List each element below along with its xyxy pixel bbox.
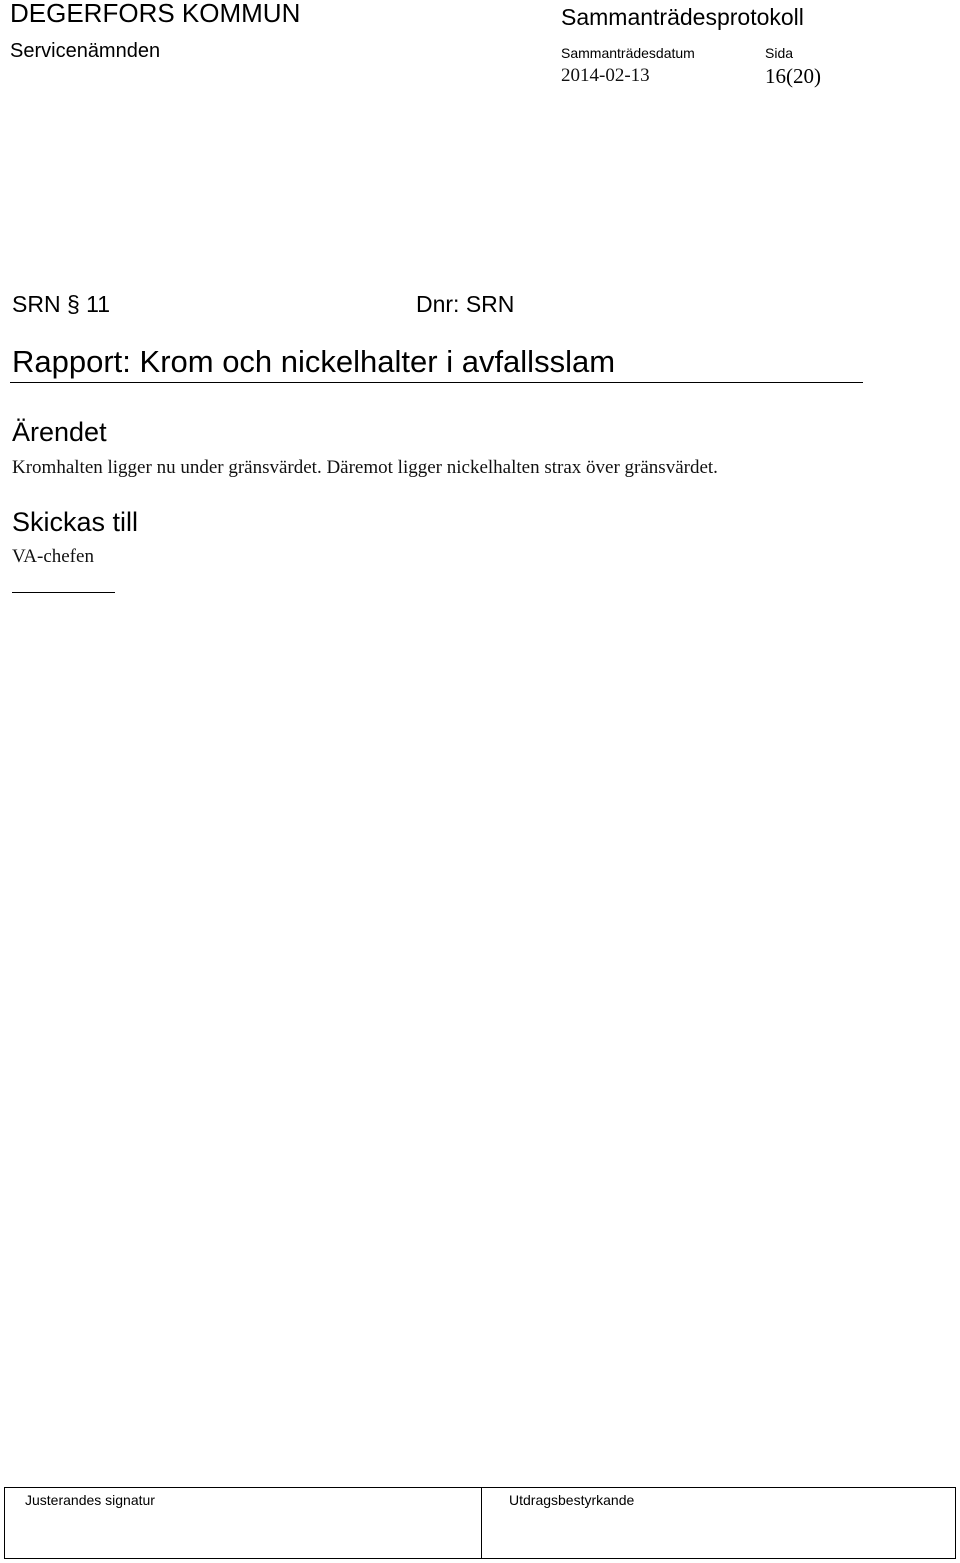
meeting-date-value: 2014-02-13 [561, 65, 650, 86]
section-heading-skickas-till: Skickas till [12, 507, 139, 537]
section-body-arendet: Kromhalten ligger nu under gränsvärdet. Däremot ligger nickelhalten strax över gränsvärdet. [12, 457, 718, 478]
signature-divider [481, 1488, 482, 1558]
title-underline [10, 382, 863, 383]
extract-certification-label: Utdragsbestyrkande [509, 1492, 635, 1508]
page-number-label: Sida [765, 45, 794, 61]
page-number-value: 16(20) [765, 64, 821, 88]
signature-footer [4, 1487, 956, 1559]
section-body-skickas-till: VA-chefen [12, 546, 94, 567]
section-heading-arendet: Ärendet [12, 417, 107, 447]
section-identifier: SRN § 11 [12, 291, 111, 317]
meeting-date-label: Sammanträdesdatum [561, 45, 695, 61]
registration-number: Dnr: SRN [416, 291, 515, 317]
adjuster-signature-label: Justerandes signatur [25, 1492, 155, 1508]
document-type: Sammanträdesprotokoll [561, 4, 804, 30]
item-title: Rapport: Krom och nickelhalter i avfallsslam [12, 344, 616, 379]
organization-name: DEGERFORS KOMMUN [10, 0, 301, 28]
board-name: Servicenämnden [10, 40, 161, 62]
item-end-divider [12, 592, 115, 593]
